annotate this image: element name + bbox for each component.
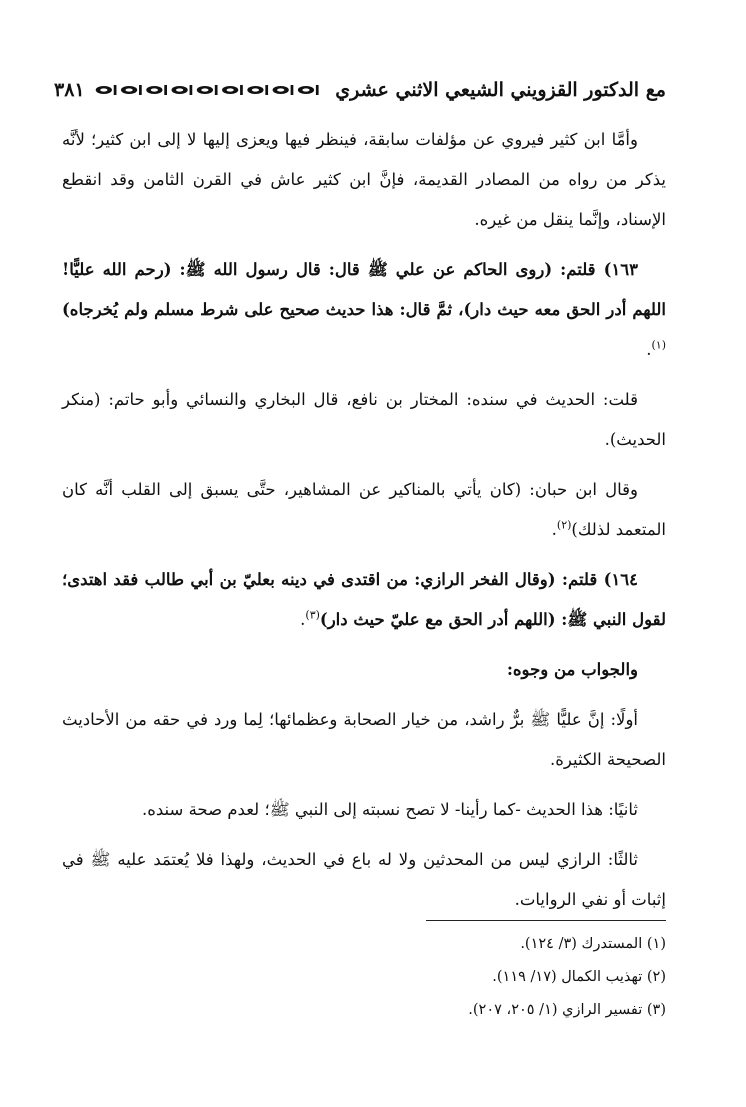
- footnotes: [62, 928, 666, 1027]
- answer-heading: والجواب من وجوه:: [506, 660, 638, 679]
- paragraph: قلت: الحديث في سنده: المختار بن نافع، قال البخاري والنسائي وأبو حاتم: (منكر الحديث).: [62, 390, 666, 449]
- footnote-divider: [426, 920, 666, 921]
- page-number: ٣٨١: [54, 79, 85, 101]
- footnote: (٢) تهذيب الكمال (١٧/ ١١٩).: [492, 969, 666, 985]
- paragraph-ibn-hibban: وقال ابن حبان: (كان يأتي بالمناكير عن المشاهير، حتَّى يسبق إلى القلب أنَّه كان المتعمد لذلك)$^{(٢)}$.: [62, 480, 666, 539]
- paragraph-third: ثالثًا: الرازي ليس من المحدثين ولا له باع في الحديث، ولهذا فلا يُعتمَد عليه ﷺ في إثبات أو نفي الروايات.: [62, 850, 666, 909]
- ornament-divider: [93, 80, 328, 100]
- footnote-ref: (١): [651, 338, 666, 352]
- paragraph-quote-163: ١٦٣) قلتم: (روى الحاكم عن علي ﷺ قال: قال رسول الله ﷺ: (رحم الله عليًّا! اللهم أدر الحق معه حيث دار)، ثمَّ قال: هذا حديث صحيح على شرط مسلم ولم يُخرجاه)$^{(١)}$.: [62, 260, 666, 359]
- footnote-ref: (٣): [305, 608, 320, 622]
- paragraph-first: أولًا: إنَّ عليًّا ﷺ برٌّ راشد، من خيار الصحابة وعظمائها؛ لِما ورد في حقه من الأحاديث الصحيحة الكثيرة.: [62, 710, 666, 769]
- quote-text: ١٦٣) قلتم: (روى الحاكم عن علي ﷺ قال: قال رسول الله ﷺ: (رحم الله عليًّا! اللهم أدر الحق معه حيث دار)، ثمَّ قال: هذا حديث صحيح على شرط مسلم ولم يُخرجاه): [62, 260, 666, 319]
- footnote-ref: (٢): [556, 518, 572, 532]
- paragraph-second: ثانيًا: هذا الحديث -كما رأينا- لا تصح نسبته إلى النبي ﷺ؛ لعدم صحة سنده.: [141, 800, 638, 819]
- paragraph-quote-164: ١٦٤) قلتم: (وقال الفخر الرازي: من اقتدى في دينه بعليّ بن أبي طالب فقد اهتدى؛ لقول النبي ﷺ: (اللهم أدر الحق مع عليّ حيث دار)$^{(٣)}$.: [62, 570, 666, 629]
- quote-text: ١٦٤) قلتم: (وقال الفخر الرازي: من اقتدى في دينه بعليّ بن أبي طالب فقد اهتدى؛ لقول النبي ﷺ: (اللهم أدر الحق مع عليّ حيث دار): [62, 570, 666, 629]
- header-title: مع الدكتور القزويني الشيعي الاثني عشري: [335, 79, 666, 101]
- paragraph-text: وقال ابن حبان: (كان يأتي بالمناكير عن المشاهير، حتَّى يسبق إلى القلب أنَّه كان المتعمد لذلك): [62, 480, 666, 539]
- page-header: [54, 70, 666, 110]
- paragraph: وأمَّا ابن كثير فيروي عن مؤلفات سابقة، فينظر فيها ويعزى إليها لا إلى ابن كثير؛ لأنَّه يذكر من رواه من المصادر القديمة، فإنَّ ابن كثير عاش في القرن الثامن وقد انقطع الإسناد، وإنَّما ينقل من غيره.: [62, 130, 666, 229]
- main-text: [62, 120, 666, 920]
- footnote: (١) المستدرك (٣/ ١٢٤).: [520, 936, 666, 952]
- footnote: (٣) تفسير الرازي (١/ ٢٠٥، ٢٠٧).: [468, 1002, 666, 1018]
